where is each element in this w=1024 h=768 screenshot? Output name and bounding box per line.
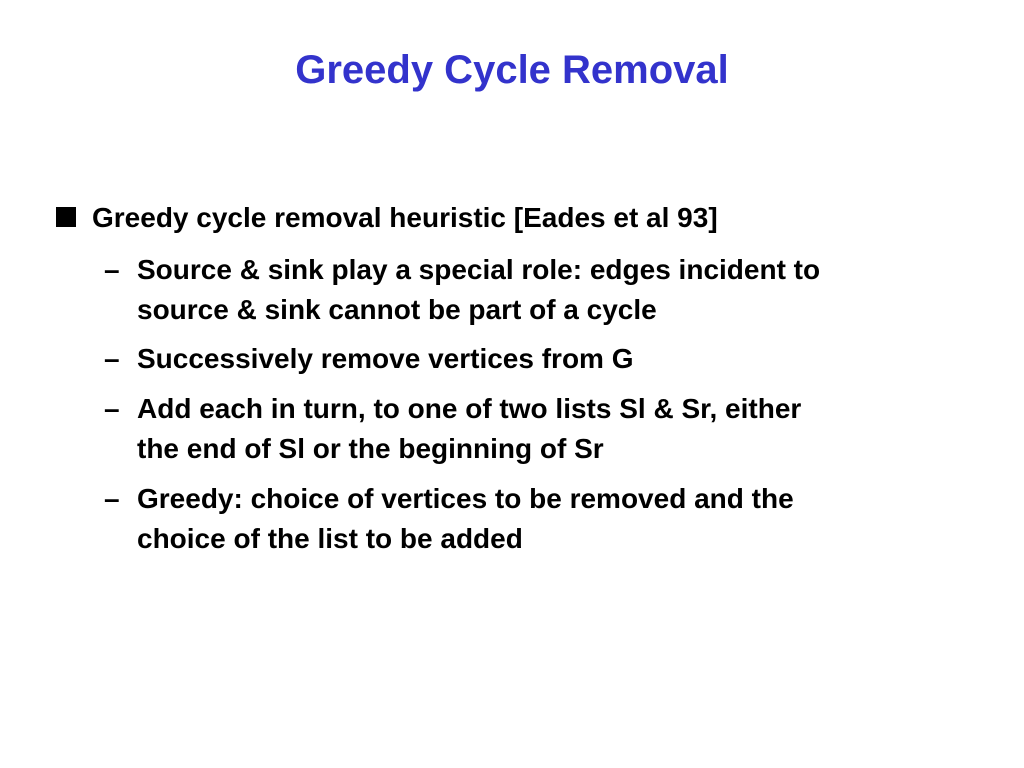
sub-item-line: Successively remove vertices from G bbox=[137, 343, 634, 374]
sub-item-line: choice of the list to be added bbox=[137, 523, 523, 554]
sub-item-text bbox=[137, 479, 982, 559]
dash-bullet-icon: – bbox=[104, 343, 120, 374]
sub-item-text bbox=[137, 250, 982, 330]
square-bullet-icon bbox=[56, 207, 76, 227]
main-bullet-text: Greedy cycle removal heuristic [Eades et al 93] bbox=[92, 202, 718, 233]
sub-item-line: Greedy: choice of vertices to be removed and the bbox=[137, 483, 794, 514]
dash-bullet-icon: – bbox=[104, 393, 120, 424]
sub-item-line: source & sink cannot be part of a cycle bbox=[137, 294, 657, 325]
slide-title: Greedy Cycle Removal bbox=[295, 48, 729, 92]
sub-item-line: the end of Sl or the beginning of Sr bbox=[137, 433, 604, 464]
sub-item-text bbox=[137, 339, 982, 379]
sub-item-line: Source & sink play a special role: edges incident to bbox=[137, 254, 821, 285]
sub-item-line: Add each in turn, to one of two lists Sl & Sr, either bbox=[137, 393, 802, 424]
dash-bullet-icon: – bbox=[104, 483, 120, 514]
sub-item-text bbox=[137, 389, 982, 469]
dash-bullet-icon: – bbox=[104, 254, 120, 285]
